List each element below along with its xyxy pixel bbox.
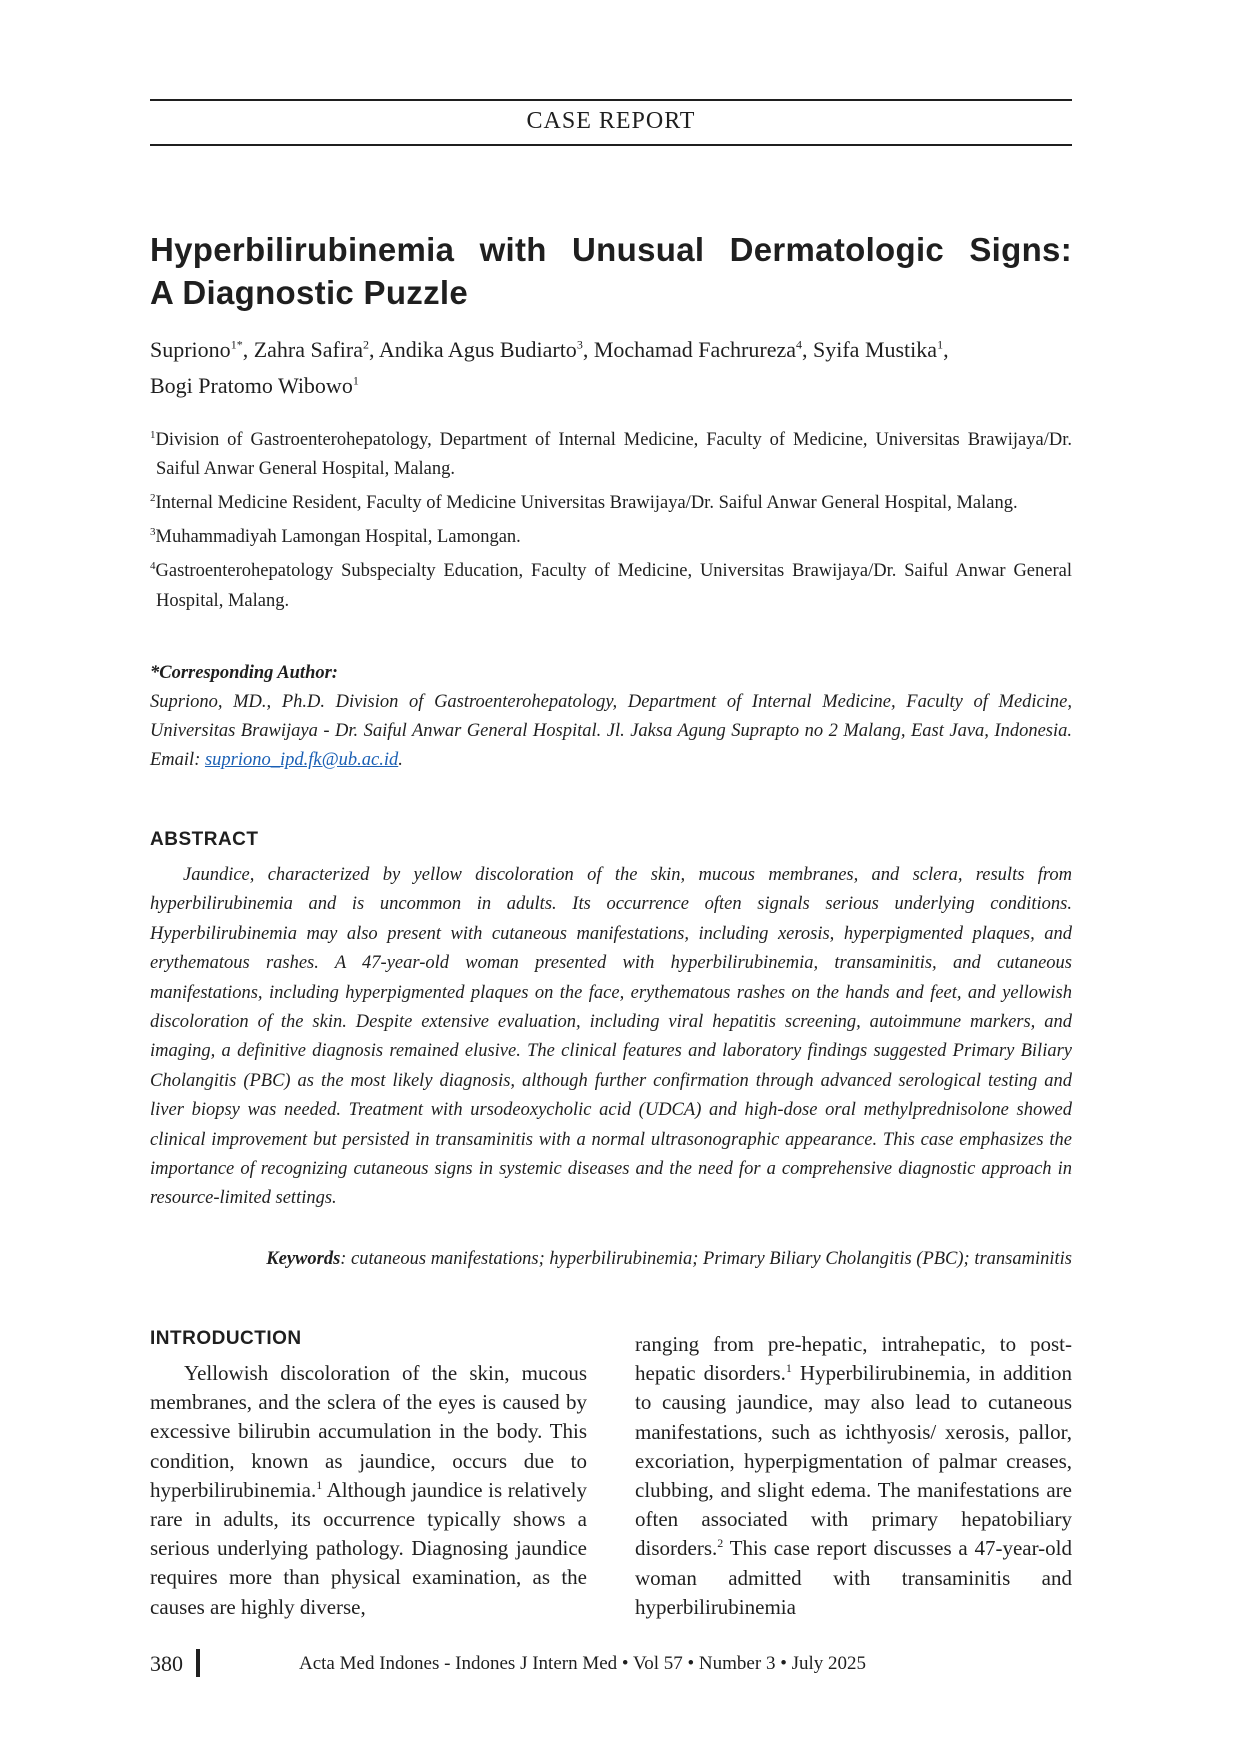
author [379,337,594,362]
affiliation-marker: 1 [150,429,156,441]
author-affiliation-marker: 2 [363,338,370,352]
citation-marker: 1 [316,1477,323,1492]
author-affiliation-marker: 4 [796,338,802,352]
introduction-column-left [150,1359,587,1622]
author-separator: , [242,337,254,363]
abstract-heading: ABSTRACT [150,829,259,850]
introduction-heading: INTRODUCTION [150,1328,302,1349]
affiliation-list [150,421,1072,616]
section-label: CASE REPORT [526,108,696,134]
article-title-line-2: A Diagnostic Puzzle [150,274,469,311]
citation-marker: 2 [717,1536,724,1551]
intro-right-text-b: Hyperbilirubinemia, in addition to causing jaundice, may also lead to cutaneous manifestations, such as ichthyosis/ xerosis, pallor, excoriation, hyperpigmentation of palmar creases, clubbing, and slight edema. The manifestations are often associated with primary hepatobiliary disorders. [635,1361,1073,1561]
page-number: 380 [150,1651,183,1676]
affiliation-text: Division of Gastroenterohepatology, Department of Internal Medicine, Faculty of Medicine, Universitas Brawijaya/Dr. Saiful Anwar General Hospital, Malang. [155,430,1072,480]
keywords-text: : cutaneous manifestations; hyperbilirubinemia; Primary Biliary Cholangitis (PBC); transaminitis [340,1249,1072,1269]
author [150,337,254,362]
affiliation-text: Muhammadiyah Lamongan Hospital, Lamongan. [155,527,521,548]
author-name: Syifa Mustika [813,337,938,363]
author-separator: , [582,337,594,363]
affiliation-item [150,421,1072,484]
abstract-body: Jaundice, characterized by yellow discoloration of the skin, mucous membranes, and sclera, results from hyperbilirubinemia and is uncommon in adults. Its occurrence often signals serious underlying conditions. Hyperbilirubinemia may also present with cutaneous manifestations, including xerosis, hyperpigmented plaques, and erythematous rashes. A 47-year-old woman presented with hyperbilirubinemia, transaminitis, and cutaneous manifestations, including hyperpigmented plaques on the face, erythematous rashes on the hands and feet, and yellowish discoloration of the skin. Despite extensive evaluation, including viral hepatitis screening, autoimmune markers, and imaging, a definitive diagnosis remained elusive. The clinical features and laboratory findings suggested Primary Biliary Cholangitis (PBC) as the most likely diagnosis, although further confirmation through advanced serological testing and liver biopsy was needed. Treatment with ursodeoxycholic acid (UDCA) and high-dose oral methylprednisolone showed clinical improvement but persisted in transaminitis with a normal ultrasonographic appearance. This case emphasizes the importance of recognizing cutaneous signs in systemic diseases and the need for a comprehensive diagnostic approach in resource-limited settings. [150,865,1072,1209]
author [150,373,359,398]
affiliation-text: Internal Medicine Resident, Faculty of Medicine Universitas Brawijaya/Dr. Saiful Anwar General Hospital, Malang. [155,493,1018,514]
author-affiliation-marker: 1* [230,338,243,352]
introduction-column-right [635,1330,1072,1622]
footer-divider-bar [196,1649,200,1677]
intro-right-text-c: This case report discusses a 47-year-old woman admitted with transaminitis and hyperbilirubinemia [635,1536,1072,1619]
author-separator: , [369,337,379,363]
author-affiliation-marker: 1 [352,373,359,388]
header-rule-bottom [150,144,1072,146]
corresponding-author [150,659,1072,775]
article-title-line-1: Hyperbilirubinemia with Unusual Dermatologic Signs: [150,231,1072,268]
corresponding-text: Supriono, MD., Ph.D. Division of Gastroenterohepatology, Department of Internal Medicine, Faculty of Medicine, Universitas Brawijaya - Dr. Saiful Anwar General Hospital. Jl. Jaksa Agung Suprapto no 2 Malang, East Java, Indonesia. Email: [150,692,1072,770]
author-separator: , [802,337,813,363]
intro-right-text-a: ranging from pre-hepatic, intrahepatic, to post-hepatic disorders. [635,1332,1072,1386]
author [254,337,379,362]
author-name: Zahra Safira [253,337,364,363]
affiliation-marker: 2 [150,492,156,505]
citation-marker: 1 [785,1361,792,1376]
affiliation-item [150,484,1072,518]
affiliation-item [150,518,1072,552]
keywords-label: Keywords [266,1249,341,1269]
author-name: Bogi Pratomo Wibowo [150,372,353,398]
author-affiliation-marker: 3 [576,338,583,352]
affiliation-marker: 4 [150,560,156,573]
author [813,337,949,362]
author-name: Mochamad Fachrureza [593,337,796,363]
corresponding-email-link[interactable]: supriono_ipd.fk@ub.ac.id [204,750,399,770]
author-name: Andika Agus Budiarto [378,337,577,363]
affiliation-text: Gastroenterohepatology Subspecialty Education, Faculty of Medicine, Universitas Brawijaya/Dr. Saiful Anwar General Hospital, Malang. [155,561,1072,611]
corresponding-details [150,688,1072,775]
intro-left-text-b: Although jaundice is relatively rare in adults, its occurrence typically shows a serious underlying pathology. Diagnosing jaundice requires more than physical examination, as the causes are highly diverse, [150,1477,587,1619]
author-separator: , [943,337,949,363]
affiliation-marker: 3 [150,526,156,539]
corresponding-heading: *Corresponding Author: [150,663,338,683]
author-list [150,330,1072,401]
author-affiliation-marker: 1 [937,338,944,352]
journal-citation: Acta Med Indones - Indones J Intern Med • Vol 57 • Number 3 • July 2025 [299,1653,867,1674]
keywords [150,1245,1072,1274]
article-title [150,228,1072,314]
author [594,337,813,362]
header-rule-top [150,99,1072,101]
author-name: Supriono [150,337,231,363]
intro-left-text-a: Yellowish discoloration of the skin, mucous membranes, and the sclera of the eyes is caused by excessive bilirubin accumulation in the body. This condition, known as jaundice, occurs due to hyperbilirubinemia. [150,1361,587,1502]
affiliation-item [150,552,1072,615]
corresponding-end: . [398,750,403,770]
